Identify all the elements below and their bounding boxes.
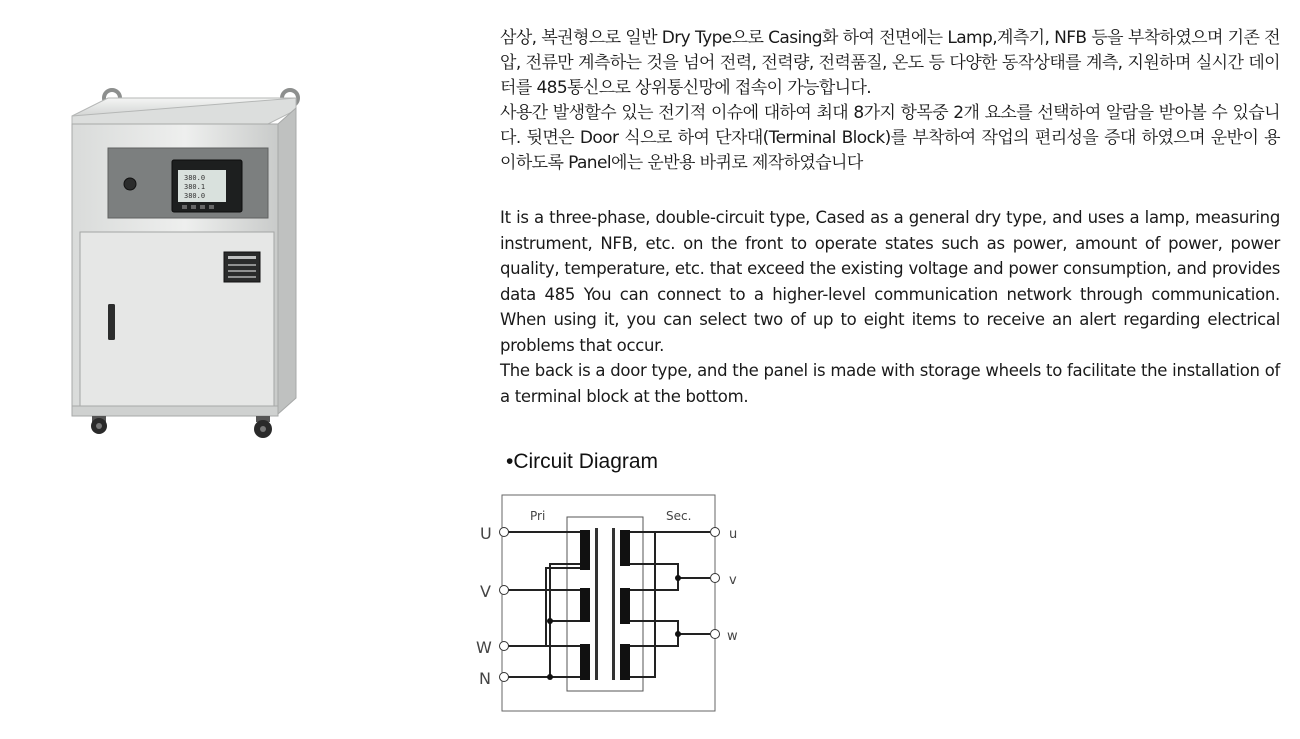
english-paragraph-2: The back is a door type, and the panel is made with storage wheels to facilitate the installation of a terminal block at the bottom.: [500, 361, 1280, 406]
terminal-v-primary: [500, 586, 509, 595]
terminal-w-secondary: [711, 630, 720, 639]
primary-coil-v: [580, 588, 590, 622]
terminal-label-U: U: [480, 524, 492, 543]
terminal-label-v: v: [729, 573, 737, 588]
circuit-diagram-heading: •Circuit Diagram: [506, 450, 659, 473]
terminal-label-V: V: [480, 582, 491, 601]
diagram-frame: [502, 495, 715, 711]
english-description: [500, 205, 1280, 409]
terminal-w-primary: [500, 642, 509, 651]
terminal-label-w: w: [727, 629, 738, 644]
caster-right: [254, 416, 272, 438]
svg-text:380.0: 380.0: [184, 192, 206, 200]
secondary-coil-v: [620, 588, 630, 624]
korean-description: [500, 26, 1280, 176]
indicator-lamp: [124, 178, 136, 190]
terminal-n-primary: [500, 673, 509, 682]
terminal-label-u: u: [729, 527, 738, 542]
korean-paragraph-2: 사용간 발생할수 있는 전기적 이슈에 대하여 최대 8가지 항목중 2개 요소를 선택하여 알람을 받아볼 수 있습니다. 뒷면은 Door 식으로 하여 단자대(Terminal Block)를 부착하여 작업의 편리성을 증대 하였으며 운반이 용이하도록 Panel에는 운반용 바퀴로 제작하였습니다: [500, 103, 1280, 173]
terminal-v-secondary: [711, 574, 720, 583]
cabinet-base: [72, 406, 278, 416]
terminal-u-secondary: [711, 528, 720, 537]
primary-label: Pri: [530, 509, 546, 523]
english-paragraph-1: It is a three-phase, double-circuit type, Cased as a general dry type, and uses a lamp, measuring instrument, NFB, etc. on the front to operate states such as power, amount of power, power quality, temperature, etc. that exceed the existing voltage and power consumption, and provides data 485 You can connect to a higher-level communication network through communication. When using it, you can select two of up to eight items to receive an alert regarding electrical problems that occur.: [500, 208, 1280, 355]
secondary-label: Sec.: [666, 509, 692, 523]
product-image: [60, 84, 300, 444]
caster-left: [91, 416, 107, 434]
terminal-label-W: W: [476, 638, 492, 657]
primary-coil-w: [580, 644, 590, 680]
terminal-u-primary: [500, 528, 509, 537]
door-handle: [108, 304, 115, 340]
circuit-diagram: [470, 488, 760, 718]
transformer-core: [567, 517, 643, 691]
primary-coil-u: [580, 530, 590, 570]
korean-paragraph-1: 삼상, 복권형으로 일반 Dry Type으로 Casing화 하여 전면에는 Lamp,계측기, NFB 등을 부착하였으며 기존 전압, 전류만 계측하는 것을 넘어 전력, 전력량, 전력품질, 온도 등 다양한 동작상태를 계측, 지원하며 실시간 데이터를 485통신으로 상위통신망에 접속이 가능합니다.: [500, 28, 1280, 98]
secondary-coil-u: [620, 530, 630, 566]
terminal-label-N: N: [479, 669, 491, 688]
svg-text:380.0: 380.0: [184, 174, 206, 182]
secondary-coil-w: [620, 644, 630, 680]
svg-text:380.1: 380.1: [184, 183, 206, 191]
